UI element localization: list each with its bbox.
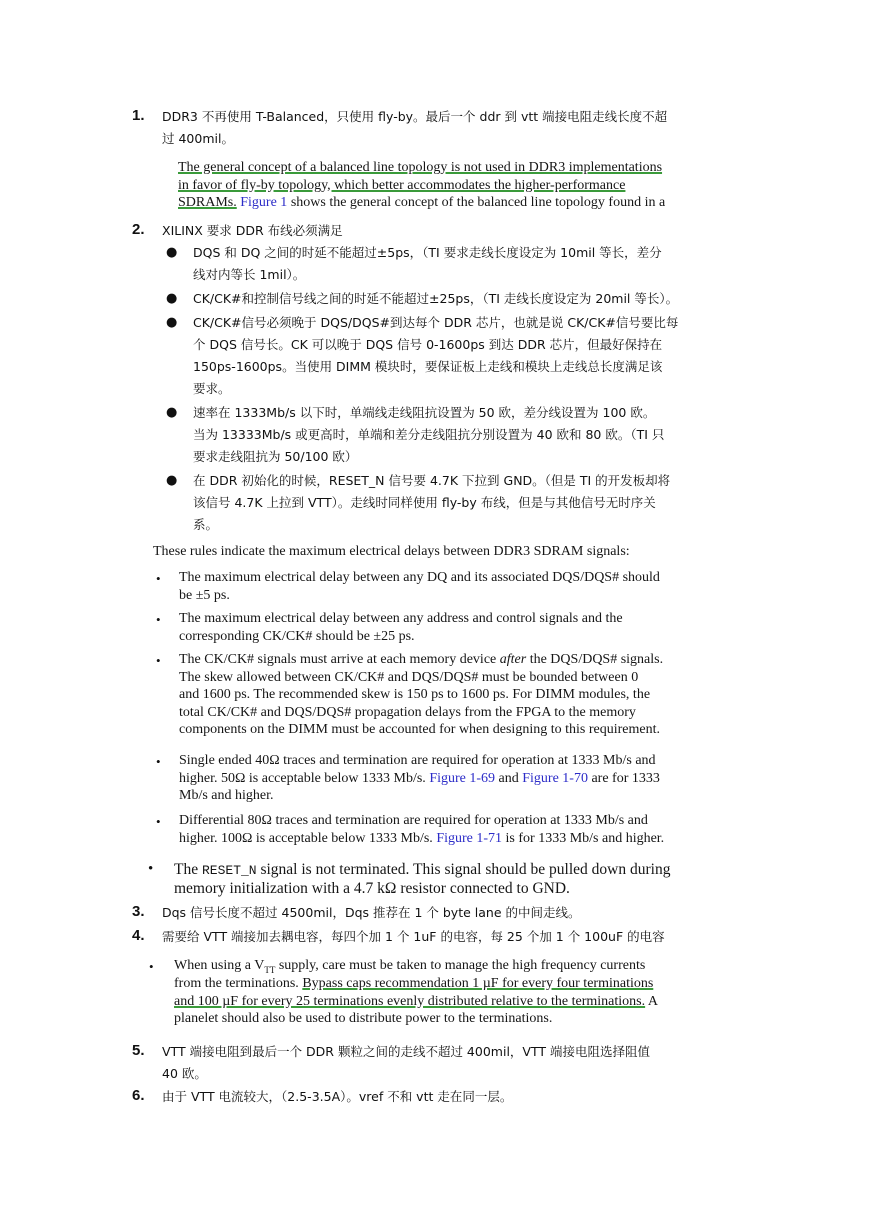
figure-link[interactable]: Figure 1-70 — [522, 770, 588, 786]
rule-line: Differential 80Ω traces and termination are required for operation at 1333 Mb/s and — [179, 813, 648, 828]
quote-line: SDRAMs. Figure 1 shows the general concept of the balanced line topology found in a — [178, 195, 666, 210]
rule-line: memory initialization with a 4.7 kΩ resistor connected to GND. — [174, 880, 570, 897]
rule-line: corresponding CK/CK# should be ±25 ps. — [179, 628, 415, 644]
vtt-line: and 100 µF for every 25 terminations evenly distributed relative to the terminations. A — [174, 993, 658, 1009]
bullet-dot: • — [156, 612, 161, 627]
item-number: 3. — [132, 903, 145, 920]
sub-bullet-text: 要求。 — [193, 381, 231, 396]
vtt-line: planelet should also be used to distribute power to the terminations. — [174, 1011, 553, 1026]
sub-bullet-text: 个 DQS 信号长。CK 可以晚于 DQS 信号 0-1600ps 到达 DDR 芯片，但最好保持在 — [193, 337, 663, 352]
item-number: 5. — [132, 1042, 145, 1059]
figure-link[interactable]: Figure 1 — [240, 195, 288, 210]
rule-line: Single ended 40Ω traces and termination are required for operation at 1333 Mb/s and — [179, 753, 656, 768]
item-text: 需要给 VTT 端接加去耦电容，每四个加 1 个 1uF 的电容，每 25 个加 1 个 100uF 的电容 — [162, 929, 665, 944]
rule-line: The CK/CK# signals must arrive at each memory device after the DQS/DQS# signals. — [179, 652, 664, 667]
bullet-dot: • — [156, 653, 161, 668]
item-text: Dqs 信号长度不超过 4500mil，Dqs 推荐在 1 个 byte lane 的中间走线。 — [162, 905, 581, 920]
bullet-dot: ● — [166, 291, 178, 306]
item-text: 由于 VTT 电流较大，（2.5-3.5A）。vref 不和 vtt 走在同一层。 — [162, 1089, 513, 1104]
bullet-dot: • — [156, 754, 161, 769]
sub-bullet-text: 150ps-1600ps。当使用 DIMM 模块时，要保证板上走线和模块上走线总长度满足该 — [193, 359, 663, 374]
bullet-dot: • — [149, 959, 154, 974]
vtt-line: from the terminations. Bypass caps recommendation 1 µF for every four terminations — [174, 976, 654, 991]
rule-line: higher. 100Ω is acceptable below 1333 Mb/s. Figure 1-71 is for 1333 Mb/s and higher. — [179, 830, 665, 846]
quote-line: The general concept of a balanced line topology is not used in DDR3 implementations — [178, 160, 663, 175]
bullet-dot: • — [156, 571, 161, 586]
sub-bullet-text: 要求走线阻抗为 50/100 欧） — [193, 449, 358, 464]
item-number: 2. — [132, 221, 145, 238]
item-text: 过 400mil。 — [162, 131, 234, 146]
rule-line: The RESET_N signal is not terminated. This signal should be pulled down during — [174, 861, 671, 878]
vtt-line: When using a $V_{TT}$ supply, care must be taken to manage the high frequency currents — [174, 958, 646, 975]
rule-line: Mb/s and higher. — [179, 788, 274, 803]
rule-line: The maximum electrical delay between any DQ and its associated DQS/DQS# should — [179, 570, 660, 585]
bullet-dot: • — [156, 814, 161, 829]
item-text: DDR3 不再使用 T-Balanced，只使用 fly-by。最后一个 ddr 到 vtt 端接电阻走线长度不超 — [162, 109, 668, 124]
item-text: XILINX 要求 DDR 布线必须满足 — [162, 223, 343, 238]
rule-line: The skew allowed between CK/CK# and DQS/DQS# must be bounded between 0 — [179, 669, 639, 685]
rule-line: be ±5 ps. — [179, 587, 230, 603]
figure-link[interactable]: Figure 1-69 — [429, 770, 496, 786]
quote-line: in favor of fly-by topology, which better accommodates the higher-performance — [178, 177, 626, 193]
rule-line: components on the DIMM must be accounted for when designing to this requirement. — [179, 722, 660, 737]
item-number: 4. — [132, 927, 145, 944]
rule-line: The maximum electrical delay between any address and control signals and the — [179, 611, 623, 626]
item-text: 40 欧。 — [162, 1066, 207, 1081]
sub-bullet-text: 在 DDR 初始化的时候，RESET_N 信号要 4.7K 下拉到 GND。（但是 TI 的开发板却将 — [193, 473, 671, 488]
sub-bullet-text: DQS 和 DQ 之间的时延不能超过±5ps，（TI 要求走线长度设定为 10mil 等长，差分 — [193, 245, 662, 260]
sub-bullet-text: CK/CK#信号必须晚于 DQS/DQS#到达每个 DDR 芯片，也就是说 CK/CK#信号要比每 — [193, 315, 679, 330]
bullet-dot: • — [148, 861, 154, 877]
sub-bullet-text: 该信号 4.7K 上拉到 VTT）。走线时同样使用 fly-by 布线，但是与其他信号无时序关 — [193, 495, 656, 510]
item-text: VTT 端接电阻到最后一个 DDR 颗粒之间的走线不超过 400mil，VTT 端接电阻选择阻值 — [162, 1044, 650, 1059]
bullet-dot: ● — [166, 405, 178, 420]
sub-bullet-text: CK/CK#和控制信号线之间的时延不能超过±25ps，（TI 走线长度设定为 20mil 等长）。 — [193, 291, 679, 306]
sub-bullet-text: 速率在 1333Mb/s 以下时，单端线走线阻抗设置为 50 欧，差分线设置为 100 欧。 — [193, 405, 656, 420]
sub-bullet-text: 系。 — [193, 517, 219, 532]
figure-link[interactable]: Figure 1-71 — [436, 830, 503, 846]
bullet-dot: ● — [166, 245, 178, 260]
item-number: 1. — [132, 107, 145, 124]
rules-intro: These rules indicate the maximum electrical delays between DDR3 SDRAM signals: — [153, 544, 630, 559]
rule-line: higher. 50Ω is acceptable below 1333 Mb/s. Figure 1-69 and Figure 1-70 are for 1333 — [179, 770, 660, 786]
sub-bullet-text: 当为 13333Mb/s 或更高时，单端和差分走线阻抗分别设置为 40 欧和 80 欧。（TI 只 — [193, 427, 665, 442]
item-number: 6. — [132, 1087, 145, 1104]
bullet-dot: ● — [166, 315, 178, 330]
rule-line: total CK/CK# and DQS/DQS# propagation delays from the FPGA to the memory — [179, 704, 636, 720]
bullet-dot: ● — [166, 473, 178, 488]
sub-bullet-text: 线对内等长 1mil）。 — [193, 267, 306, 282]
rule-line: and 1600 ps. The recommended skew is 150 ps to 1600 ps. For DIMM modules, the — [179, 687, 651, 702]
